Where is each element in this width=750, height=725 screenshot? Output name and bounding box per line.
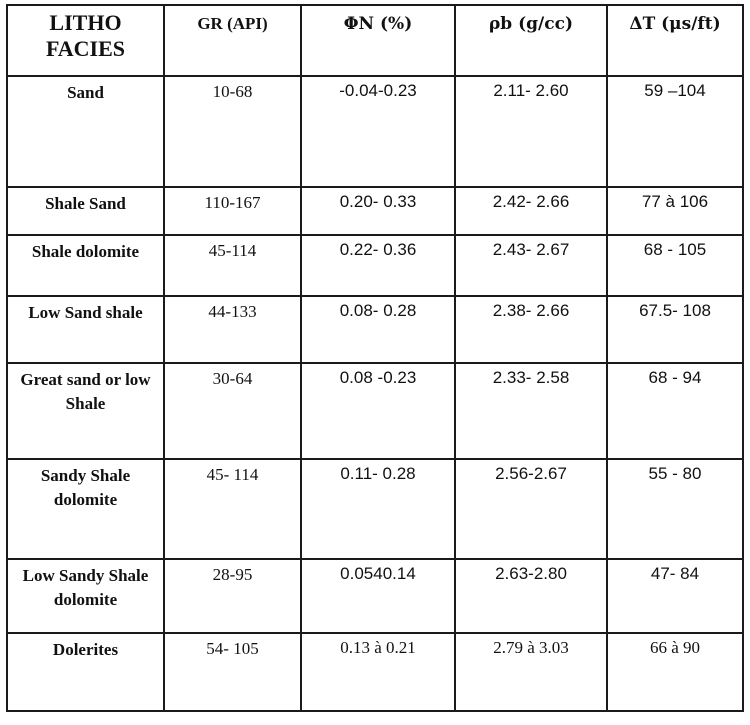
table-row xyxy=(7,363,743,459)
facies-name: Low Sandy Shale dolomite xyxy=(22,566,149,609)
density-range: 2.38- 2.66 xyxy=(492,301,570,320)
gr-range: 54- 105 xyxy=(206,639,259,658)
neutron-range: 0.13 à 0.21 xyxy=(340,638,416,657)
header-row xyxy=(7,5,743,76)
neutron-range: 0.08 -0.23 xyxy=(339,368,417,387)
sonic-range: 67.5- 108 xyxy=(639,301,711,320)
facies-name: Great sand or low Shale xyxy=(20,370,151,413)
header-facies-label: LITHO FACIES xyxy=(45,10,126,61)
density-range: 2.11- 2.60 xyxy=(493,81,569,100)
header-cell-facies xyxy=(7,5,164,76)
gr-range: 30-64 xyxy=(212,369,253,388)
table-row xyxy=(7,559,743,633)
density-range: 2.43- 2.67 xyxy=(492,240,570,259)
neutron-range: 0.22- 0.36 xyxy=(339,240,417,259)
table-row xyxy=(7,76,743,187)
sonic-range: 55 - 80 xyxy=(648,464,702,483)
neutron-range: 0.20- 0.33 xyxy=(339,192,417,211)
header-cell-density xyxy=(455,5,607,76)
header-neutron-label: ΦN (%) xyxy=(343,14,413,34)
density-range: 2.79 à 3.03 xyxy=(493,638,569,657)
facies-name: Sand xyxy=(67,83,104,102)
density-range: 2.33- 2.58 xyxy=(492,368,570,387)
sonic-range: 68 - 94 xyxy=(648,368,702,387)
sonic-range: 66 à 90 xyxy=(649,638,701,657)
table-row xyxy=(7,459,743,559)
gr-range: 45-114 xyxy=(208,241,257,260)
facies-name: Shale dolomite xyxy=(31,242,140,261)
table-row xyxy=(7,235,743,296)
gr-range: 28-95 xyxy=(212,565,253,584)
neutron-range: -0.04-0.23 xyxy=(339,81,417,100)
header-sonic-label: ΔT (μs/ft) xyxy=(629,14,721,34)
gr-range: 45- 114 xyxy=(206,465,259,484)
sonic-range: 77 à 106 xyxy=(641,192,709,211)
gr-range: 10-68 xyxy=(212,82,253,101)
header-density-label: ρb (g/cc) xyxy=(489,14,573,34)
facies-name: Low Sand shale xyxy=(28,303,143,322)
table-row xyxy=(7,633,743,711)
table-row xyxy=(7,296,743,363)
density-range: 2.63-2.80 xyxy=(495,564,567,583)
facies-name: Dolerites xyxy=(52,640,119,659)
gr-range: 110-167 xyxy=(204,193,261,212)
facies-name: Sandy Shale dolomite xyxy=(40,466,131,509)
table-row xyxy=(7,187,743,235)
neutron-range: 0.0540.14 xyxy=(340,564,416,583)
facies-name: Shale Sand xyxy=(45,194,126,213)
header-cell-neutron xyxy=(301,5,455,76)
header-gr-label: GR (API) xyxy=(197,14,268,33)
neutron-range: 0.08- 0.28 xyxy=(339,301,417,320)
litho-facies-table xyxy=(6,4,744,712)
header-cell-sonic xyxy=(607,5,743,76)
neutron-range: 0.11- 0.28 xyxy=(340,464,416,483)
gr-range: 44-133 xyxy=(208,302,257,321)
sonic-range: 59 –104 xyxy=(644,81,706,100)
header-cell-gr xyxy=(164,5,301,76)
density-range: 2.56-2.67 xyxy=(495,464,567,483)
sonic-range: 68 - 105 xyxy=(643,240,707,259)
density-range: 2.42- 2.66 xyxy=(492,192,570,211)
sonic-range: 47- 84 xyxy=(650,564,700,583)
